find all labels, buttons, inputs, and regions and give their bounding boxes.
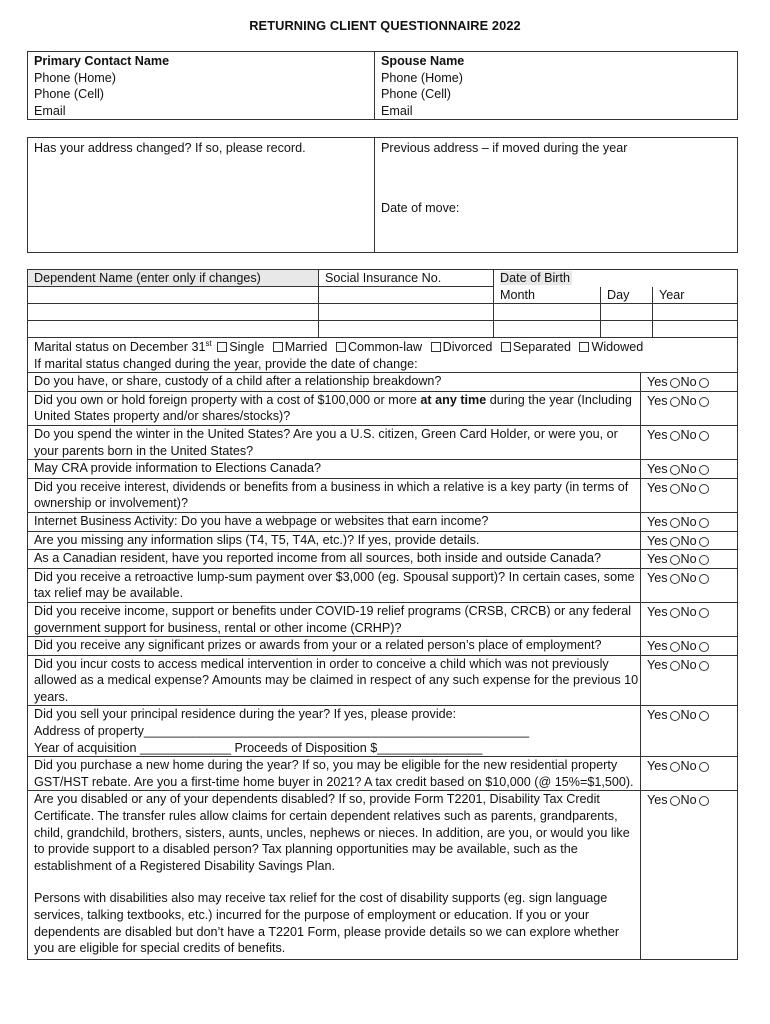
question-covid-relief: Did you receive income, support or benefits under COVID-19 relief programs (CRSB, CRCB) or any federal government support for business, rental or other income (CRHP)? (28, 602, 641, 636)
no-radio[interactable] (699, 518, 709, 528)
no-label: No (680, 708, 697, 723)
yes-label: Yes (647, 427, 668, 442)
question-row (28, 706, 738, 757)
question-elections-canada: May CRA provide information to Elections Canada? (28, 460, 641, 479)
contact-table (27, 51, 738, 120)
no-radio[interactable] (699, 555, 709, 565)
no-radio[interactable] (699, 537, 709, 547)
yes-label: Yes (647, 393, 668, 408)
widowed-checkbox[interactable] (579, 342, 589, 352)
year-header: Year (653, 287, 738, 304)
dependents-table (27, 269, 738, 338)
day-cell[interactable] (601, 321, 653, 338)
sin-cell[interactable] (319, 321, 494, 338)
yes-label: Yes (647, 480, 668, 495)
question-row (28, 568, 738, 602)
no-label: No (680, 604, 697, 619)
no-label: No (680, 427, 697, 442)
question-row (28, 373, 738, 392)
answer-cell (641, 531, 738, 550)
month-header: Month (494, 287, 601, 304)
question-row (28, 602, 738, 636)
no-radio[interactable] (699, 378, 709, 388)
spouse-phone-home-label: Phone (Home) (381, 70, 463, 85)
yes-radio[interactable] (670, 431, 680, 441)
question-row (28, 531, 738, 550)
yes-radio[interactable] (670, 642, 680, 652)
married-label: Married (284, 340, 328, 354)
date-of-move-label: Date of move: (381, 200, 460, 215)
marital-status-cell (28, 338, 738, 373)
yes-label: Yes (647, 375, 668, 390)
answer-cell (641, 425, 738, 459)
yes-label: Yes (647, 793, 668, 808)
question-text: Are you disabled or any of your dependents disabled? If so, provide Form T2201, Disability Tax Credit Certificate. The transfer rules allow claims for certain dependent relatives such as parents, grandparents, child, grandchild, brothers, sisters, aunts, uncles, nephews or nieces. In addition, are you, or would you like to provide support to a disabled person? Tax planning opportunities may be available, such as the establishment of a Registered Disability Savings Plan. (34, 792, 630, 873)
marital-sup: st (205, 338, 212, 348)
common-law-checkbox[interactable] (336, 342, 346, 352)
address-of-property-field[interactable]: Address of property_______________________________________________________ (34, 724, 530, 739)
no-label: No (680, 552, 697, 567)
dependent-name-cell[interactable] (28, 304, 319, 321)
yes-label: Yes (647, 533, 668, 548)
spouse-phone-cell-label: Phone (Cell) (381, 87, 451, 101)
yes-radio[interactable] (670, 555, 680, 565)
no-label: No (680, 759, 697, 774)
spouse-email-label: Email (381, 103, 413, 118)
month-cell[interactable] (494, 304, 601, 321)
yes-label: Yes (647, 462, 668, 477)
question-row (28, 655, 738, 706)
single-checkbox[interactable] (217, 342, 227, 352)
question-emphasis: at any time (420, 392, 487, 407)
question-prizes: Did you receive any significant prizes or awards from your or a related person’s place of employment? (28, 637, 641, 656)
no-label: No (680, 462, 697, 477)
no-label: No (680, 570, 697, 585)
spouse-name-label: Spouse Name (381, 54, 465, 68)
primary-email-label: Email (34, 103, 66, 118)
no-label: No (680, 657, 697, 672)
question-row (28, 425, 738, 459)
primary-contact-cell[interactable] (28, 52, 375, 120)
question-row (28, 757, 738, 791)
question-foreign-property (28, 391, 641, 425)
answer-cell (641, 602, 738, 636)
divorced-checkbox[interactable] (431, 342, 441, 352)
no-label: No (680, 533, 697, 548)
yes-radio[interactable] (670, 397, 680, 407)
marital-status-label: Marital status on December 31 (34, 340, 206, 354)
primary-phone-home-label: Phone (Home) (34, 70, 116, 85)
yes-label: Yes (647, 708, 668, 723)
answer-cell (641, 550, 738, 569)
separated-label: Separated (512, 340, 571, 354)
question-text: during the year (Including United States property and/or shares/stocks)? (34, 392, 632, 424)
year-cell[interactable] (653, 304, 738, 321)
yes-radio[interactable] (670, 518, 680, 528)
yes-label: Yes (647, 570, 668, 585)
answer-cell (641, 568, 738, 602)
no-label: No (680, 793, 697, 808)
widowed-label: Widowed (591, 340, 644, 354)
question-row (28, 637, 738, 656)
page-title: RETURNING CLIENT QUESTIONNAIRE 2022 (249, 18, 521, 33)
answer-cell (641, 460, 738, 479)
no-radio[interactable] (699, 642, 709, 652)
address-table (27, 137, 738, 253)
no-label: No (680, 514, 697, 529)
question-text: Did you own or hold foreign property with a cost of $100,000 or more (34, 392, 421, 407)
no-radio[interactable] (699, 661, 709, 671)
dependent-name-header: Dependent Name (enter only if changes) (28, 270, 319, 287)
yes-radio[interactable] (670, 661, 680, 671)
yes-label: Yes (647, 759, 668, 774)
yes-label: Yes (647, 604, 668, 619)
no-label: No (680, 480, 697, 495)
yes-radio[interactable] (670, 608, 680, 618)
question-disability (28, 791, 641, 959)
no-radio[interactable] (699, 711, 709, 721)
sin-header: Social Insurance No. (319, 270, 494, 287)
answer-cell (641, 637, 738, 656)
dependent-name-cell[interactable] (28, 287, 319, 304)
dob-header (494, 270, 738, 287)
question-row (28, 512, 738, 531)
yes-radio[interactable] (670, 762, 680, 772)
question-row (28, 791, 738, 959)
no-label: No (680, 639, 697, 654)
spouse-contact-cell[interactable] (375, 52, 738, 120)
question-new-home: Did you purchase a new home during the year? If so, you may be eligible for the new residential property GST/HST rebate. Are you a first-time home buyer in 2021? A tax credit based on $10,000 (@ 15%=$1,500). (28, 757, 641, 791)
acquisition-proceeds-field[interactable]: Year of acquisition _____________ Proceeds of Disposition $_______________ (34, 740, 483, 755)
no-radio[interactable] (699, 762, 709, 772)
question-all-income: As a Canadian resident, have you reported income from all sources, both inside and outside Canada? (28, 550, 641, 569)
questions-table (27, 337, 738, 960)
question-medical-conceive: Did you incur costs to access medical intervention in order to conceive a child which was not previously allowed as a medical expense? Amounts may be claimed in respect of any such expense for the previous 10 years. (28, 655, 641, 706)
answer-cell (641, 757, 738, 791)
question-relative-business: Did you receive interest, dividends or benefits from a business in which a relative is a key party (in terms of ownership or involvement)? (28, 478, 641, 512)
previous-address-label: Previous address – if moved during the year (381, 141, 628, 155)
year-cell[interactable] (653, 321, 738, 338)
dob-label: Date of Birth (500, 271, 570, 285)
question-missing-slips: Are you missing any information slips (T4, T5, T4A, etc.)? If yes, provide details. (28, 531, 641, 550)
no-radio[interactable] (699, 431, 709, 441)
answer-cell (641, 655, 738, 706)
sin-cell[interactable] (319, 287, 494, 304)
answer-cell (641, 791, 738, 959)
question-row (28, 550, 738, 569)
day-cell[interactable] (601, 304, 653, 321)
divorced-label: Divorced (442, 340, 493, 354)
yes-radio[interactable] (670, 537, 680, 547)
primary-contact-name-label: Primary Contact Name (34, 54, 170, 68)
yes-radio[interactable] (670, 484, 680, 494)
day-header: Day (601, 287, 653, 304)
answer-cell (641, 512, 738, 531)
question-row (28, 460, 738, 479)
address-changed-cell[interactable] (28, 138, 375, 253)
married-checkbox[interactable] (273, 342, 283, 352)
yes-radio[interactable] (670, 574, 680, 584)
yes-radio[interactable] (670, 711, 680, 721)
month-cell[interactable] (494, 321, 601, 338)
answer-cell (641, 391, 738, 425)
yes-radio[interactable] (670, 378, 680, 388)
question-custody: Do you have, or share, custody of a child after a relationship breakdown? (28, 373, 641, 392)
single-label: Single (229, 340, 265, 354)
no-radio[interactable] (699, 608, 709, 618)
no-label: No (680, 375, 697, 390)
yes-label: Yes (647, 514, 668, 529)
question-internet-business: Internet Business Activity: Do you have a webpage or websites that earn income? (28, 512, 641, 531)
question-row (28, 391, 738, 425)
previous-address-cell[interactable] (375, 138, 738, 253)
question-principal-residence (28, 706, 641, 757)
no-radio[interactable] (699, 465, 709, 475)
question-row (28, 478, 738, 512)
no-label: No (680, 393, 697, 408)
question-lump-sum: Did you receive a retroactive lump-sum payment over $3,000 (eg. Spousal support)? In certain cases, some tax relief may be available. (28, 568, 641, 602)
marital-change-label: If marital status changed during the year, provide the date of change: (34, 356, 418, 371)
yes-label: Yes (647, 657, 668, 672)
question-us-winter: Do you spend the winter in the United States? Are you a U.S. citizen, Green Card Holder, or were you, or your parents born in the United States? (28, 425, 641, 459)
no-radio[interactable] (699, 574, 709, 584)
yes-radio[interactable] (670, 465, 680, 475)
separated-checkbox[interactable] (501, 342, 511, 352)
question-text: Did you sell your principal residence during the year? If yes, please provide: (34, 707, 457, 722)
yes-label: Yes (647, 639, 668, 654)
sin-cell[interactable] (319, 304, 494, 321)
question-text: Persons with disabilities also may receive tax relief for the cost of disability supports (eg. sign language services, talking textbooks, etc.) incurred for the purpose of employment or education. If you or your dependents are disabled but don’t have a T2201 Form, please provide details so we can explore whether you are eligible for special credits of benefits. (34, 891, 620, 956)
no-radio[interactable] (699, 484, 709, 494)
answer-cell (641, 373, 738, 392)
answer-cell (641, 706, 738, 757)
common-law-label: Common-law (347, 340, 423, 354)
no-radio[interactable] (699, 397, 709, 407)
address-changed-label: Has your address changed? If so, please record. (34, 141, 306, 155)
no-radio[interactable] (699, 796, 709, 806)
dependent-name-cell[interactable] (28, 321, 319, 338)
primary-phone-cell-label: Phone (Cell) (34, 87, 104, 101)
answer-cell (641, 478, 738, 512)
yes-radio[interactable] (670, 796, 680, 806)
yes-label: Yes (647, 552, 668, 567)
